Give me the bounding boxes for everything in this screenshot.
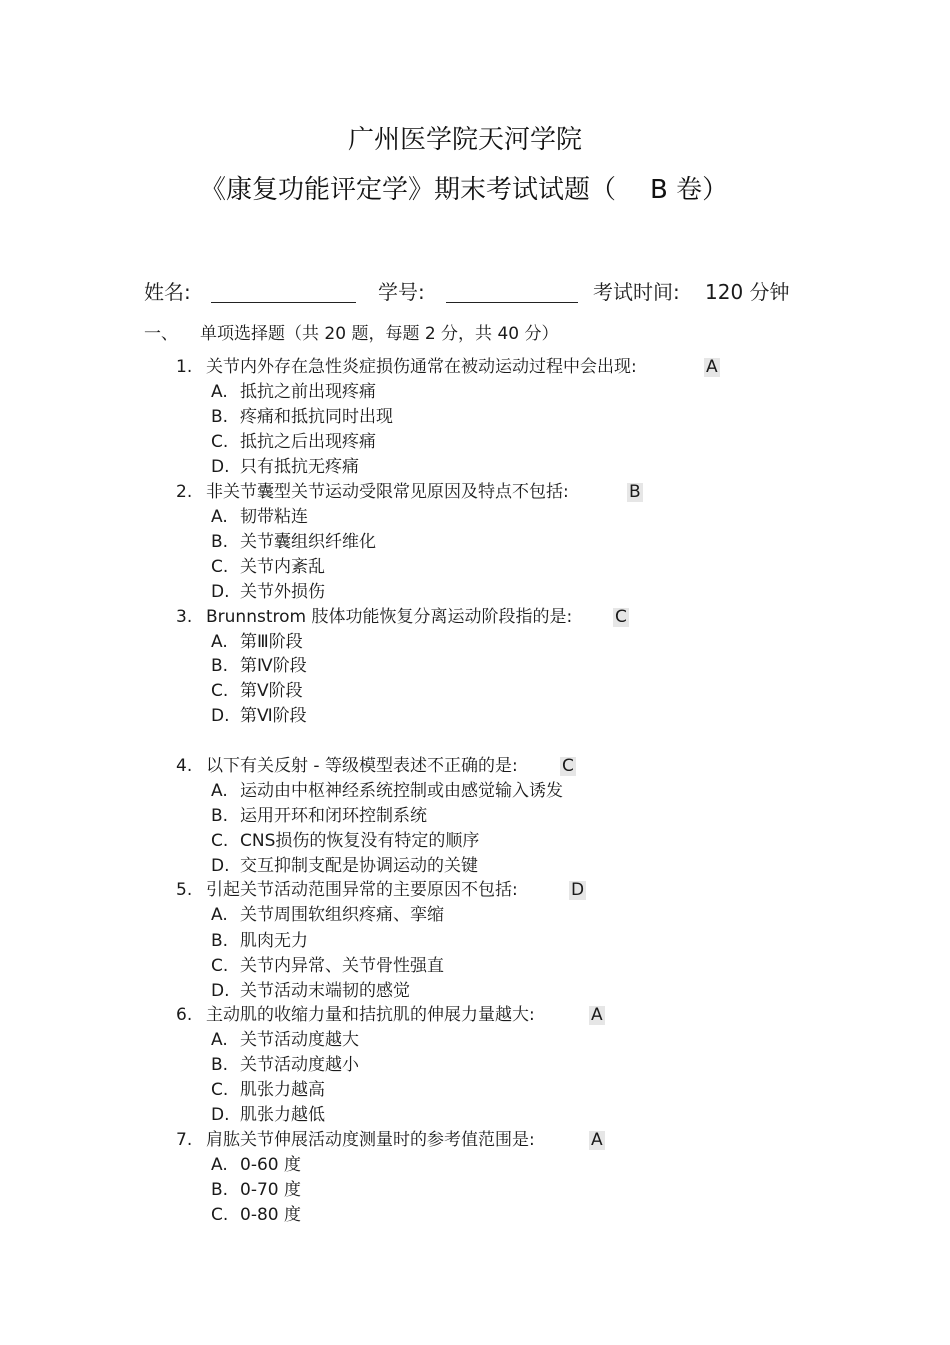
option-label: C. xyxy=(211,1080,229,1100)
option-text: 第Ⅳ阶段 xyxy=(240,656,307,676)
exam-time-label: 考试时间: xyxy=(593,280,680,304)
option-text: 疼痛和抵抗同时出现 xyxy=(240,407,393,427)
option-text: 抵抗之后出现疼痛 xyxy=(240,432,376,452)
option-label: B. xyxy=(211,931,229,951)
option-text: 韧带粘连 xyxy=(240,507,308,527)
option-text: 0-60 度 xyxy=(240,1155,301,1175)
answer-mark: A xyxy=(591,1005,603,1025)
option-item xyxy=(0,907,950,927)
section-number: 一、 xyxy=(144,324,178,344)
option-item xyxy=(0,384,950,404)
question-text: 以下有关反射 - 等级模型表述不正确的是: xyxy=(206,756,518,776)
option-text: 关节活动末端韧的感觉 xyxy=(240,981,410,1001)
exam-time-value: 120 分钟 xyxy=(705,280,790,304)
option-item xyxy=(0,534,950,554)
option-item xyxy=(0,634,950,654)
student-id-blank[interactable] xyxy=(446,302,578,303)
exam-title-text: 《康复功能评定学》期末考试试题（ xyxy=(200,175,617,205)
paper-label: B 卷） xyxy=(650,175,729,205)
answer-mark: C xyxy=(562,756,574,776)
option-text: 第Ⅵ阶段 xyxy=(240,706,307,726)
option-label: A. xyxy=(211,905,228,925)
section-title: 单项选择题（共 20 题，每题 2 分，共 40 分） xyxy=(200,324,559,344)
option-text: 关节外损伤 xyxy=(240,582,325,602)
option-item xyxy=(0,509,950,529)
option-item xyxy=(0,584,950,604)
question-number: 1. xyxy=(176,357,193,377)
option-text: 运用开环和闭环控制系统 xyxy=(240,806,427,826)
name-blank[interactable] xyxy=(211,302,356,303)
question-text: 主动肌的收缩力量和拮抗肌的伸展力量越大: xyxy=(206,1005,535,1025)
answer-mark: A xyxy=(591,1130,603,1150)
option-item xyxy=(0,1107,950,1127)
option-item xyxy=(0,958,950,978)
option-item xyxy=(0,1207,950,1227)
option-text: 关节囊组织纤维化 xyxy=(240,532,376,552)
question-number: 7. xyxy=(176,1130,193,1150)
option-text: 关节活动度越大 xyxy=(240,1030,359,1050)
option-text: 交互抑制支配是协调运动的关键 xyxy=(240,856,478,876)
option-label: B. xyxy=(211,532,229,552)
question-text: 引起关节活动范围异常的主要原因不包括: xyxy=(206,880,518,900)
question-number: 4. xyxy=(176,756,193,776)
question-item xyxy=(0,1007,950,1027)
answer-mark: D xyxy=(571,880,585,900)
option-label: A. xyxy=(211,632,228,652)
option-label: D. xyxy=(211,706,230,726)
question-text: 肩肱关节伸展活动度测量时的参考值范围是: xyxy=(206,1130,535,1150)
option-item xyxy=(0,434,950,454)
option-label: B. xyxy=(211,806,229,826)
option-item xyxy=(0,933,950,953)
option-item xyxy=(0,683,950,703)
question-text: 非关节囊型关节运动受限常见原因及特点不包括: xyxy=(206,482,569,502)
question-item xyxy=(0,484,950,504)
option-text: 抵抗之前出现疼痛 xyxy=(240,382,376,402)
question-number: 3. xyxy=(176,607,193,627)
option-text: 运动由中枢神经系统控制或由感觉输入诱发 xyxy=(240,781,563,801)
question-text: Brunnstrom 肢体功能恢复分离运动阶段指的是: xyxy=(206,607,573,627)
option-item xyxy=(0,459,950,479)
option-label: A. xyxy=(211,507,228,527)
question-number: 5. xyxy=(176,880,193,900)
student-id-label: 学号: xyxy=(378,280,425,304)
option-label: D. xyxy=(211,1105,230,1125)
option-label: B. xyxy=(211,1180,229,1200)
option-text: 0-80 度 xyxy=(240,1205,301,1225)
option-label: D. xyxy=(211,856,230,876)
option-label: C. xyxy=(211,1205,229,1225)
option-item xyxy=(0,409,950,429)
question-item xyxy=(0,359,950,379)
option-label: C. xyxy=(211,831,229,851)
option-label: B. xyxy=(211,407,229,427)
option-item xyxy=(0,1157,950,1177)
option-label: C. xyxy=(211,681,229,701)
question-item xyxy=(0,1132,950,1152)
option-item xyxy=(0,833,950,853)
option-text: 只有抵抗无疼痛 xyxy=(240,457,359,477)
option-item xyxy=(0,708,950,728)
option-item xyxy=(0,858,950,878)
option-label: A. xyxy=(211,1155,228,1175)
option-label: B. xyxy=(211,1055,229,1075)
option-item xyxy=(0,1057,950,1077)
option-label: A. xyxy=(211,781,228,801)
option-label: C. xyxy=(211,432,229,452)
option-text: 关节周围软组织疼痛、挛缩 xyxy=(240,905,444,925)
question-item xyxy=(0,758,950,778)
option-item xyxy=(0,1082,950,1102)
option-text: 关节内紊乱 xyxy=(240,557,325,577)
option-text: 0-70 度 xyxy=(240,1180,301,1200)
option-text: 肌张力越低 xyxy=(240,1105,325,1125)
option-text: 第Ⅴ阶段 xyxy=(240,681,303,701)
option-label: B. xyxy=(211,656,229,676)
option-item xyxy=(0,983,950,1003)
institution-title: 广州医学院天河学院 xyxy=(347,125,582,155)
option-item xyxy=(0,1032,950,1052)
option-item xyxy=(0,1182,950,1202)
option-text: 肌张力越高 xyxy=(240,1080,325,1100)
question-number: 6. xyxy=(176,1005,193,1025)
name-label: 姓名: xyxy=(144,280,191,304)
option-item xyxy=(0,658,950,678)
question-item xyxy=(0,609,950,629)
question-text: 关节内外存在急性炎症损伤通常在被动运动过程中会出现: xyxy=(206,357,637,377)
answer-mark: A xyxy=(706,357,718,377)
option-label: A. xyxy=(211,1030,228,1050)
option-item xyxy=(0,783,950,803)
answer-mark: C xyxy=(615,607,627,627)
option-label: D. xyxy=(211,457,230,477)
option-label: D. xyxy=(211,981,230,1001)
answer-mark: B xyxy=(629,482,641,502)
option-text: 关节内异常、关节骨性强直 xyxy=(240,956,444,976)
option-text: CNS损伤的恢复没有特定的顺序 xyxy=(240,831,480,851)
option-label: D. xyxy=(211,582,230,602)
option-label: C. xyxy=(211,557,229,577)
option-label: C. xyxy=(211,956,229,976)
exam-title xyxy=(200,177,728,203)
option-text: 第Ⅲ阶段 xyxy=(240,632,303,652)
option-text: 肌肉无力 xyxy=(240,931,308,951)
question-number: 2. xyxy=(176,482,193,502)
option-item xyxy=(0,808,950,828)
option-item xyxy=(0,559,950,579)
question-item xyxy=(0,882,950,902)
option-text: 关节活动度越小 xyxy=(240,1055,359,1075)
option-label: A. xyxy=(211,382,228,402)
